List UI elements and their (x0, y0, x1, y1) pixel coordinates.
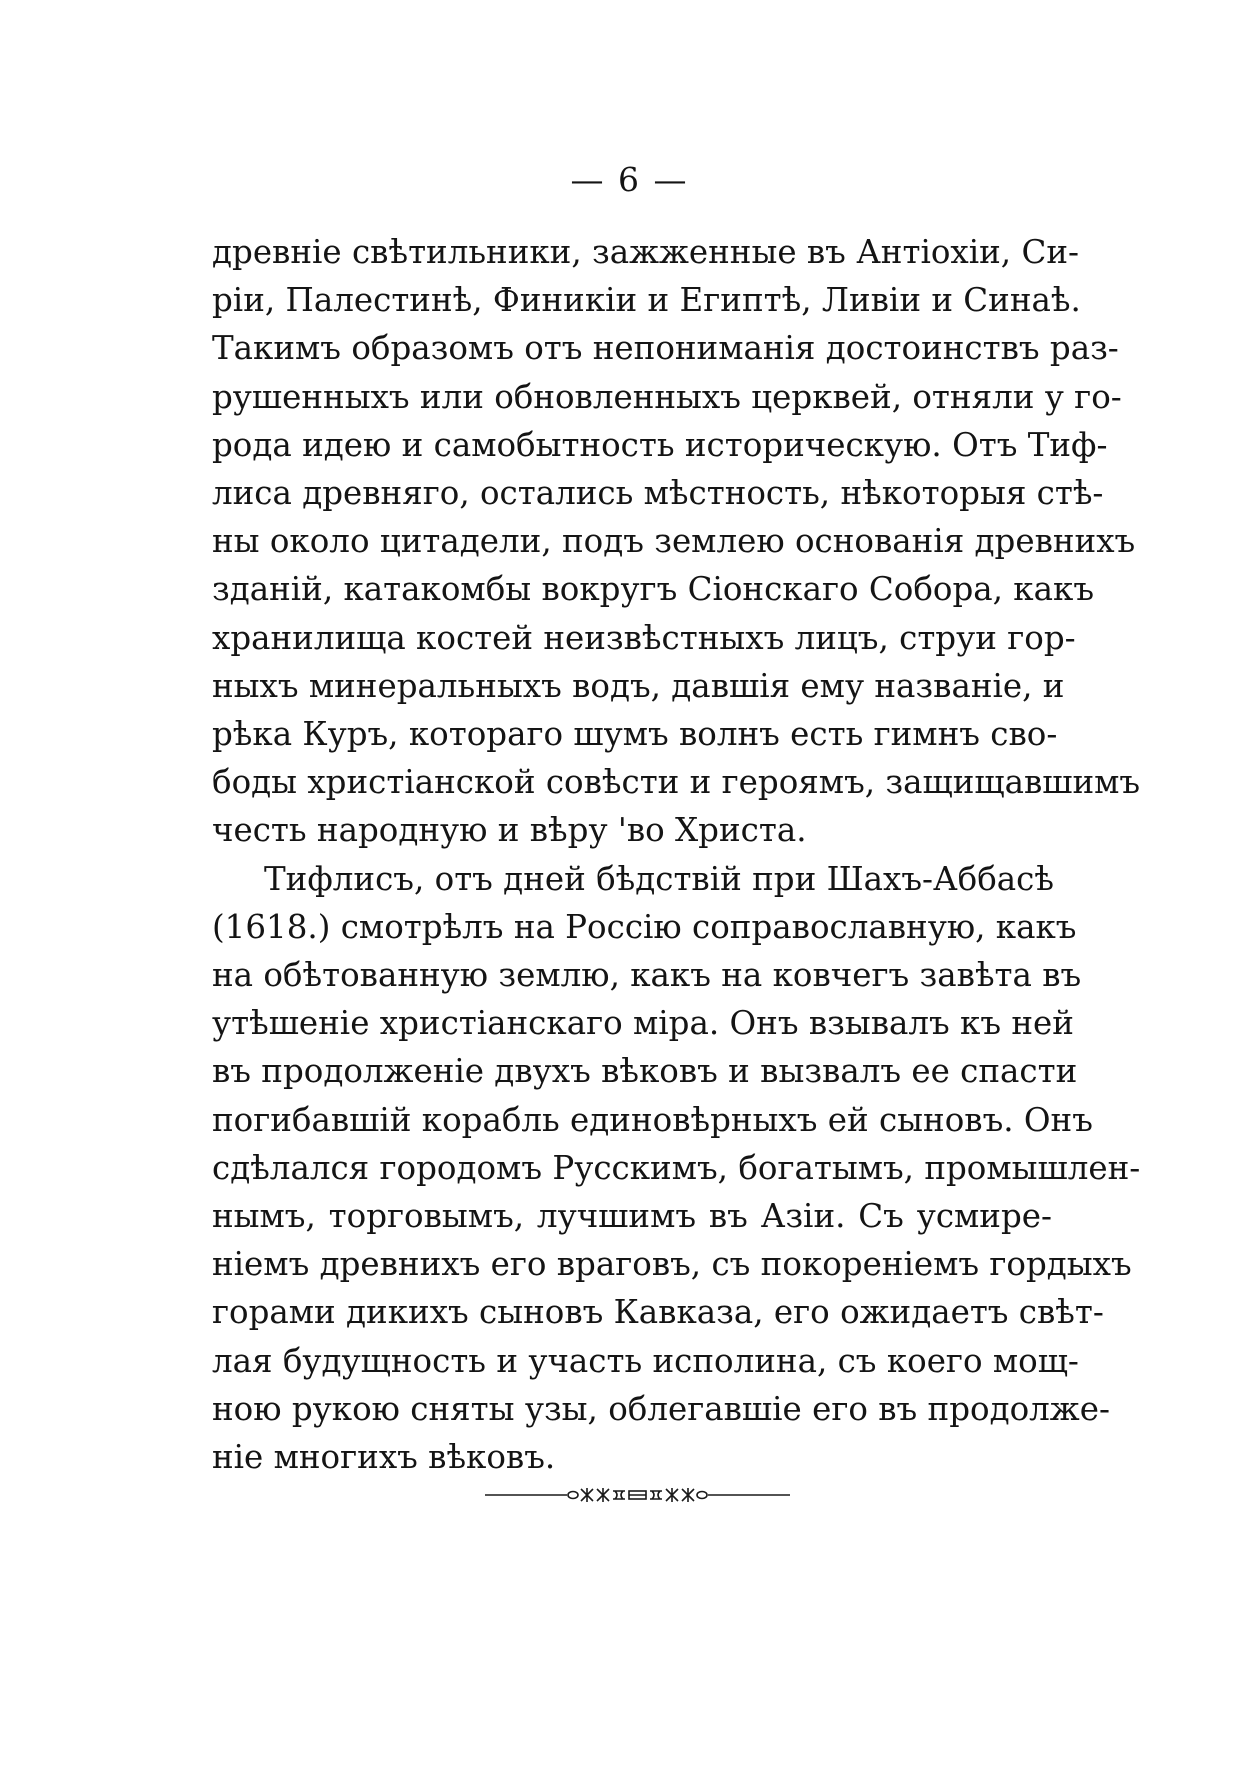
text-line: ною рукою сняты узы, облегавшіе его въ продолже- (212, 1389, 1110, 1428)
page-number: — 6 — (570, 160, 689, 199)
text-line: сдѣлался городомъ Русскимъ, богатымъ, промышлен- (212, 1148, 1141, 1187)
body-text (212, 228, 1141, 1481)
text-line: хранилища костей неизвѣстныхъ лицъ, струи гор- (212, 618, 1076, 657)
text-line: Такимъ образомъ отъ непониманія достоинствъ раз- (212, 329, 1119, 368)
text-line: рушенныхъ или обновленныхъ церквей, отняли у го- (212, 377, 1122, 416)
text-line: въ продолженіе двухъ вѣковъ и вызвалъ ее спасти (212, 1052, 1078, 1091)
text-line: ніе многихъ вѣковъ. (212, 1438, 556, 1477)
text-line: на обѣтованную землю, какъ на ковчегъ завѣта въ (212, 956, 1082, 995)
text-line: ріи, Палестинѣ, Финикіи и Египтѣ, Ливіи и Синаѣ. (212, 281, 1081, 320)
text-line: Тифлисъ, отъ дней бѣдствій при Шахъ-Аббасѣ (264, 859, 1054, 898)
text-line: нымъ, торговымъ, лучшимъ въ Азіи. Съ усмире- (212, 1197, 1052, 1236)
text-line: ны около цитадели, подъ землею основанія древнихъ (212, 522, 1136, 561)
text-line: погибавшій корабль единовѣрныхъ ей сыновъ. Онъ (212, 1100, 1093, 1139)
tailpiece-ornament (485, 1485, 790, 1505)
text-line: рода идею и самобытность историческую. Отъ Тиф- (212, 425, 1108, 464)
text-line: лая будущность и участь исполина, съ коего мощ- (212, 1341, 1079, 1380)
text-line: лиса древняго, остались мѣстность, нѣкоторыя стѣ- (212, 474, 1104, 513)
text-line: рѣка Куръ, котораго шумъ волнъ есть гимнъ сво- (212, 715, 1058, 754)
paragraph-2 (212, 855, 1141, 1482)
text-line: боды христіанской совѣсти и героямъ, защищавшимъ (212, 763, 1141, 802)
text-line: честь народную и вѣру 'во Христа. (212, 811, 807, 850)
text-line: ныхъ минеральныхъ водъ, давшія ему названіе, и (212, 666, 1065, 705)
text-line: утѣшеніе христіанскаго міра. Онъ взывалъ къ ней (212, 1004, 1074, 1043)
text-line: (1618.) смотрѣлъ на Россію сoправославную, какъ (212, 907, 1077, 946)
text-line: ніемъ древнихъ его враговъ, съ покореніемъ гордыхъ (212, 1245, 1132, 1284)
text-line: горами дикихъ сыновъ Кавказа, его ожидаетъ свѣт- (212, 1293, 1104, 1332)
text-line: зданій, катакомбы вокругъ Сіонскаго Собора, какъ (212, 570, 1094, 609)
text-line: древніе свѣтильники, зажженные въ Антіохіи, Си- (212, 233, 1079, 271)
paragraph-1 (212, 228, 1141, 855)
